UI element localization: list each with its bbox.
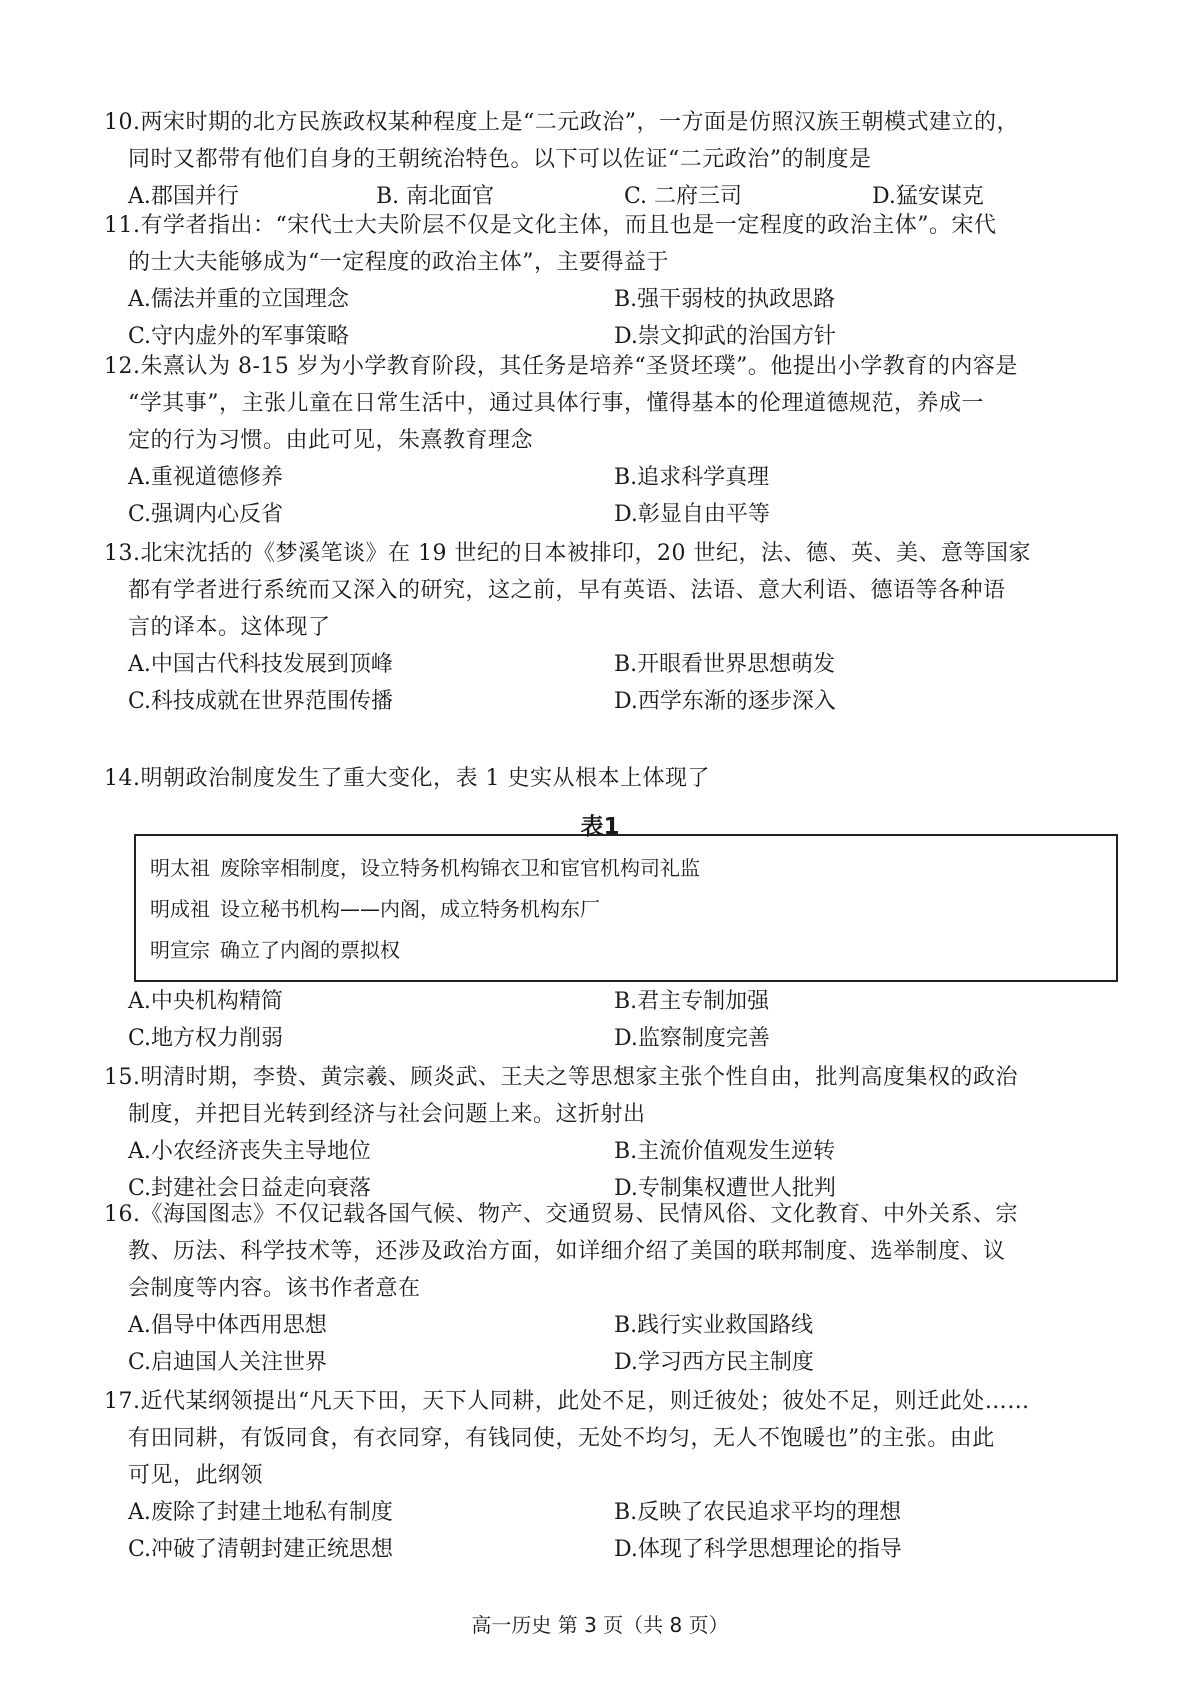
table-reign: 明成祖 bbox=[150, 897, 210, 921]
table-event: 设立秘书机构——内阁，成立特务机构东厂 bbox=[220, 897, 600, 921]
option-c: C.冲破了清朝封建正统思想 bbox=[128, 1537, 394, 1562]
stem-line: 的士大夫能够成为“一定程度的政治主体”，主要得益于 bbox=[128, 250, 669, 275]
table-reign: 明太祖 bbox=[150, 856, 210, 880]
stem-line: “学其事”，主张儿童在日常生活中，通过具体行事，懂得基本的伦理道德规范，养成一 bbox=[128, 391, 984, 416]
history-table bbox=[134, 834, 1118, 982]
option-a: A.废除了封建土地私有制度 bbox=[128, 1500, 393, 1525]
option-c: C.科技成就在世界范围传播 bbox=[128, 689, 394, 714]
question-14 bbox=[104, 760, 1112, 797]
stem-line: 15.明清时期，李贽、黄宗羲、顾炎武、王夫之等思想家主张个性自由，批判高度集权的政治 bbox=[104, 1065, 1018, 1090]
option-b: B.反映了农民追求平均的理想 bbox=[614, 1500, 902, 1525]
table-event: 确立了内阁的票拟权 bbox=[220, 938, 400, 962]
question-10 bbox=[104, 104, 1112, 215]
stem-line: 可见，此纲领 bbox=[128, 1463, 264, 1488]
question-stem bbox=[104, 348, 1112, 459]
question-stem bbox=[104, 1196, 1112, 1307]
question-17 bbox=[104, 1383, 1112, 1568]
option-d: D.崇文抑武的治国方针 bbox=[614, 324, 836, 349]
question-stem bbox=[104, 1383, 1112, 1494]
stem-line: 都有学者进行系统而又深入的研究，这之前，早有英语、法语、意大利语、德语等各种语 bbox=[128, 578, 1006, 603]
option-b: B.强干弱枝的执政思路 bbox=[614, 287, 836, 312]
table-caption: 表1 bbox=[580, 814, 620, 840]
table-row bbox=[150, 889, 1102, 930]
stem-line: 13.北宋沈括的《梦溪笔谈》在 19 世纪的日本被排印，20 世纪，法、德、英、美、意等国家 bbox=[104, 541, 1031, 566]
option-d: D.猛安谋克 bbox=[872, 184, 984, 209]
stem-line: 16.《海国图志》不仅记载各国气候、物产、交通贸易、民情风俗、文化教育、中外关系、宗 bbox=[104, 1202, 1018, 1227]
option-d: D.彰显自由平等 bbox=[614, 502, 770, 527]
stem-line: 同时又都带有他们自身的王朝统治特色。以下可以佐证“二元政治”的制度是 bbox=[128, 147, 872, 172]
stem-line: 制度，并把目光转到经济与社会问题上来。这折射出 bbox=[128, 1102, 646, 1127]
question-14-options bbox=[104, 983, 1112, 1057]
question-16 bbox=[104, 1196, 1112, 1381]
option-c: C.守内虚外的军事策略 bbox=[128, 324, 350, 349]
table-row bbox=[150, 930, 1102, 971]
stem-line: 有田同耕，有饭同食，有衣同穿，有钱同使，无处不均匀，无人不饱暖也”的主张。由此 bbox=[128, 1426, 995, 1451]
question-stem bbox=[104, 535, 1112, 646]
option-b: B.君主专制加强 bbox=[614, 989, 770, 1014]
stem-line: 言的译本。这体现了 bbox=[128, 615, 331, 640]
option-d: D.体现了科学思想理论的指导 bbox=[614, 1537, 902, 1562]
option-c: C.地方权力削弱 bbox=[128, 1026, 284, 1051]
stem-line: 教、历法、科学技术等，还涉及政治方面，如详细介绍了美国的联邦制度、选举制度、议 bbox=[128, 1239, 1006, 1264]
option-b: B.追求科学真理 bbox=[614, 465, 770, 490]
option-a: A.儒法并重的立国理念 bbox=[128, 287, 349, 312]
question-15 bbox=[104, 1059, 1112, 1207]
option-c: C.启迪国人关注世界 bbox=[128, 1350, 328, 1375]
question-stem bbox=[104, 760, 1112, 797]
option-d: D.专制集权遭世人批判 bbox=[614, 1176, 836, 1201]
option-a: A.中央机构精简 bbox=[128, 989, 283, 1014]
question-stem bbox=[104, 207, 1112, 281]
question-13 bbox=[104, 535, 1112, 720]
stem-line: 12.朱熹认为 8-15 岁为小学教育阶段，其任务是培养“圣贤坯璞”。他提出小学教育的内容是 bbox=[104, 354, 1018, 379]
answer-options bbox=[104, 646, 1112, 720]
answer-options bbox=[104, 281, 1112, 355]
question-11 bbox=[104, 207, 1112, 355]
stem-line: 14.明朝政治制度发生了重大变化，表 1 史实从根本上体现了 bbox=[104, 766, 710, 791]
option-a: A.倡导中体西用思想 bbox=[128, 1313, 327, 1338]
question-12 bbox=[104, 348, 1112, 533]
answer-options bbox=[104, 459, 1112, 533]
option-c: C. 二府三司 bbox=[624, 184, 743, 209]
option-a: A.重视道德修养 bbox=[128, 465, 283, 490]
option-c: C.封建社会日益走向衰落 bbox=[128, 1176, 372, 1201]
stem-line: 11.有学者指出：“宋代士大夫阶层不仅是文化主体，而且也是一定程度的政治主体”。宋代 bbox=[104, 213, 997, 238]
option-b: B.开眼看世界思想萌发 bbox=[614, 652, 836, 677]
option-a: A.中国古代科技发展到顶峰 bbox=[128, 652, 393, 677]
stem-line: 会制度等内容。该书作者意在 bbox=[128, 1276, 421, 1301]
stem-line: 定的行为习惯。由此可见，朱熹教育理念 bbox=[128, 428, 534, 453]
option-b: B.主流价值观发生逆转 bbox=[614, 1139, 836, 1164]
answer-options bbox=[104, 1494, 1112, 1568]
answer-options bbox=[104, 983, 1112, 1057]
stem-line: 17.近代某纲领提出“凡天下田，天下人同耕，此处不足，则迁彼处；彼处不足，则迁此处…… bbox=[104, 1389, 1030, 1414]
stem-line: 10.两宋时期的北方民族政权某种程度上是“二元政治”，一方面是仿照汉族王朝模式建立的， bbox=[104, 110, 1019, 135]
option-a: A.小农经济丧失主导地位 bbox=[128, 1139, 371, 1164]
question-stem bbox=[104, 1059, 1112, 1133]
answer-options bbox=[104, 1307, 1112, 1381]
option-b: B.践行实业救国路线 bbox=[614, 1313, 814, 1338]
option-d: D.学习西方民主制度 bbox=[614, 1350, 814, 1375]
option-d: D.监察制度完善 bbox=[614, 1026, 770, 1051]
option-b: B. 南北面官 bbox=[376, 184, 495, 209]
page-footer: 高一历史 第 3 页（共 8 页） bbox=[471, 1613, 729, 1637]
table-reign: 明宣宗 bbox=[150, 938, 210, 962]
table-row bbox=[150, 848, 1102, 889]
option-d: D.西学东渐的逐步深入 bbox=[614, 689, 836, 714]
option-a: A.郡国并行 bbox=[128, 184, 239, 209]
option-c: C.强调内心反省 bbox=[128, 502, 284, 527]
table-event: 废除宰相制度，设立特务机构锦衣卫和宦官机构司礼监 bbox=[220, 856, 700, 880]
question-stem bbox=[104, 104, 1112, 178]
